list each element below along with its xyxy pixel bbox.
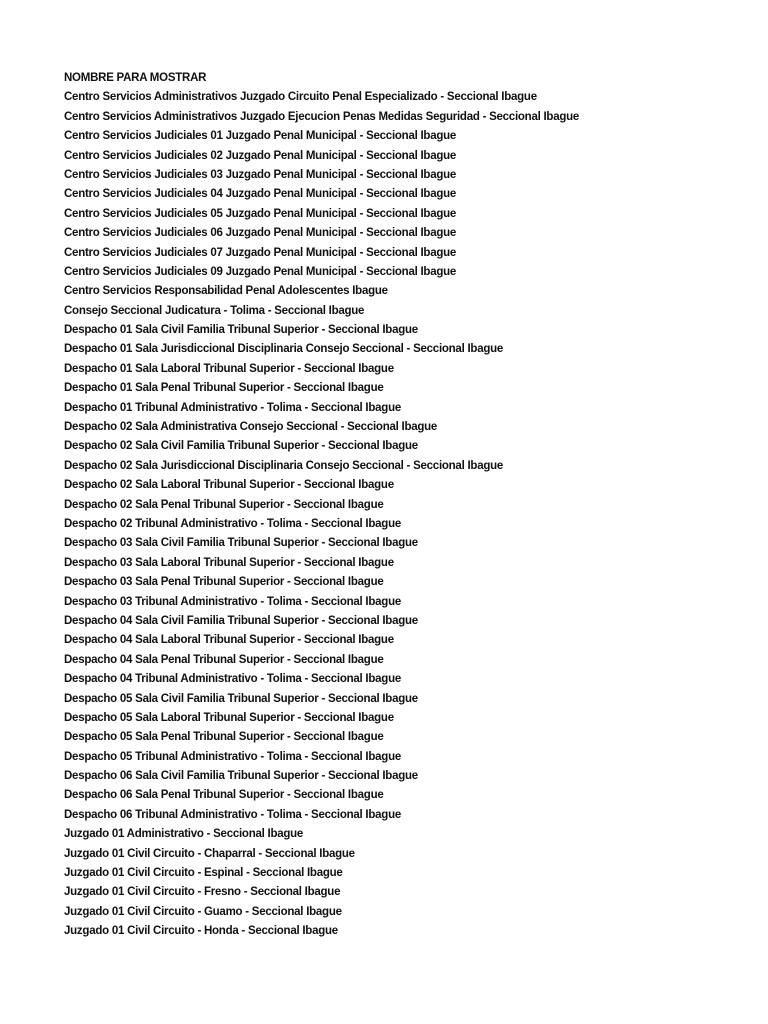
list-item: Despacho 01 Sala Jurisdiccional Disciplinaria Consejo Seccional - Seccional Ibague bbox=[64, 343, 504, 356]
list-item: Centro Servicios Administrativos Juzgado Ejecucion Penas Medidas Seguridad - Seccional Ibague bbox=[64, 110, 580, 123]
list-item: Despacho 05 Sala Laboral Tribunal Superior - Seccional Ibague bbox=[64, 711, 394, 724]
list-item: Despacho 02 Tribunal Administrativo - Tolima - Seccional Ibague bbox=[64, 517, 401, 530]
list-item: Despacho 04 Tribunal Administrativo - Tolima - Seccional Ibague bbox=[64, 673, 401, 686]
document-page bbox=[64, 69, 744, 942]
list-item: Despacho 06 Sala Civil Familia Tribunal Superior - Seccional Ibague bbox=[64, 770, 418, 783]
list-item: Despacho 02 Sala Administrativa Consejo Seccional - Seccional Ibague bbox=[64, 421, 438, 434]
list-item: Despacho 02 Sala Penal Tribunal Superior - Seccional Ibague bbox=[64, 498, 384, 511]
list-item: Centro Servicios Judiciales 04 Juzgado Penal Municipal - Seccional Ibague bbox=[64, 188, 457, 201]
list-item: Despacho 04 Sala Penal Tribunal Superior - Seccional Ibague bbox=[64, 653, 384, 666]
list-item: Centro Servicios Judiciales 02 Juzgado Penal Municipal - Seccional Ibague bbox=[64, 149, 457, 162]
list-item: Centro Servicios Judiciales 03 Juzgado Penal Municipal - Seccional Ibague bbox=[64, 168, 457, 181]
column-header: NOMBRE PARA MOSTRAR bbox=[64, 72, 207, 84]
list-item: Juzgado 01 Civil Circuito - Espinal - Seccional Ibague bbox=[64, 867, 343, 880]
list-item: Despacho 01 Sala Civil Familia Tribunal Superior - Seccional Ibague bbox=[64, 324, 418, 337]
list-item: Juzgado 01 Civil Circuito - Chaparral - Seccional Ibague bbox=[64, 847, 355, 860]
list-item: Centro Servicios Judiciales 01 Juzgado Penal Municipal - Seccional Ibague bbox=[64, 130, 457, 143]
list-item: Centro Servicios Administrativos Juzgado Circuito Penal Especializado - Seccional Ibague bbox=[64, 91, 537, 104]
list-item: Centro Servicios Responsabilidad Penal Adolescentes Ibague bbox=[64, 285, 388, 298]
list-item: Despacho 01 Sala Penal Tribunal Superior - Seccional Ibague bbox=[64, 382, 384, 395]
list-item: Despacho 05 Sala Penal Tribunal Superior - Seccional Ibague bbox=[64, 731, 384, 744]
list-item: Juzgado 01 Civil Circuito - Guamo - Seccional Ibague bbox=[64, 905, 342, 918]
list-item: Centro Servicios Judiciales 05 Juzgado Penal Municipal - Seccional Ibague bbox=[64, 207, 457, 220]
list-item: Consejo Seccional Judicatura - Tolima - Seccional Ibague bbox=[64, 304, 365, 317]
list-item: Despacho 04 Sala Laboral Tribunal Superior - Seccional Ibague bbox=[64, 634, 394, 647]
list-item: Despacho 03 Sala Civil Familia Tribunal Superior - Seccional Ibague bbox=[64, 537, 418, 550]
list-item: Despacho 06 Tribunal Administrativo - Tolima - Seccional Ibague bbox=[64, 808, 401, 821]
list-item: Despacho 01 Tribunal Administrativo - Tolima - Seccional Ibague bbox=[64, 401, 401, 414]
list-item: Despacho 05 Sala Civil Familia Tribunal Superior - Seccional Ibague bbox=[64, 692, 418, 705]
list-item: Despacho 03 Sala Penal Tribunal Superior - Seccional Ibague bbox=[64, 576, 384, 589]
list-item: Despacho 04 Sala Civil Familia Tribunal Superior - Seccional Ibague bbox=[64, 614, 418, 627]
list-item: Juzgado 01 Civil Circuito - Fresno - Seccional Ibague bbox=[64, 886, 341, 899]
list-item: Juzgado 01 Civil Circuito - Honda - Seccional Ibague bbox=[64, 925, 338, 938]
list-item: Despacho 06 Sala Penal Tribunal Superior - Seccional Ibague bbox=[64, 789, 384, 802]
list-item: Despacho 02 Sala Civil Familia Tribunal Superior - Seccional Ibague bbox=[64, 440, 418, 453]
list-item: Despacho 02 Sala Laboral Tribunal Superior - Seccional Ibague bbox=[64, 479, 394, 492]
list-item: Despacho 02 Sala Jurisdiccional Disciplinaria Consejo Seccional - Seccional Ibague bbox=[64, 459, 504, 472]
list-item: Despacho 01 Sala Laboral Tribunal Superior - Seccional Ibague bbox=[64, 362, 394, 375]
list-item: Centro Servicios Judiciales 07 Juzgado Penal Municipal - Seccional Ibague bbox=[64, 246, 457, 259]
list-item: Centro Servicios Judiciales 06 Juzgado Penal Municipal - Seccional Ibague bbox=[64, 227, 457, 240]
list-item: Despacho 05 Tribunal Administrativo - Tolima - Seccional Ibague bbox=[64, 750, 401, 763]
list-item: Juzgado 01 Administrativo - Seccional Ibague bbox=[64, 828, 304, 841]
list-item: Despacho 03 Sala Laboral Tribunal Superior - Seccional Ibague bbox=[64, 556, 394, 569]
list-item: Despacho 03 Tribunal Administrativo - Tolima - Seccional Ibague bbox=[64, 595, 401, 608]
list-item: Centro Servicios Judiciales 09 Juzgado Penal Municipal - Seccional Ibague bbox=[64, 265, 457, 278]
